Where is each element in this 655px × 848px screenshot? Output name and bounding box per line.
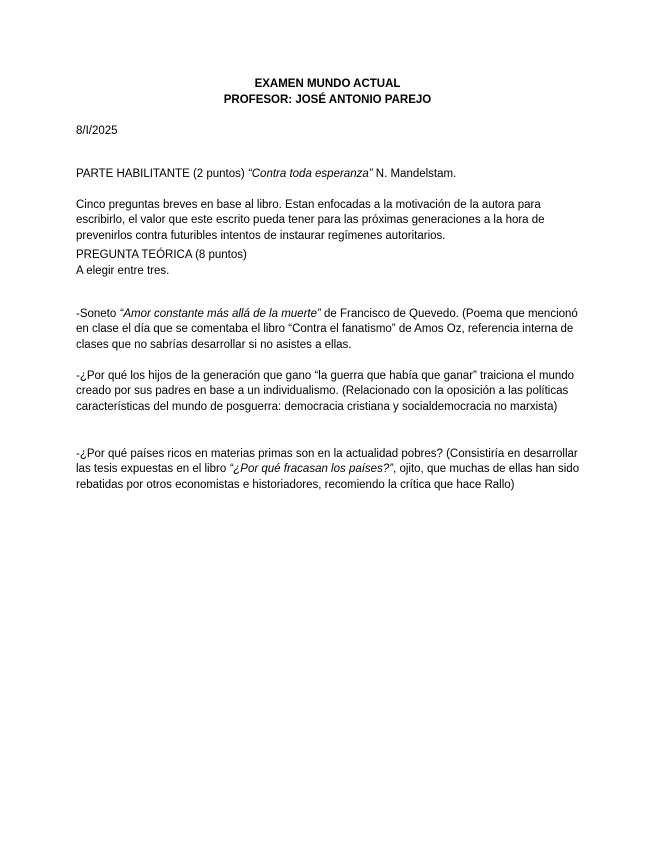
question-2: -¿Por qué los hijos de la generación que gano “la guerra que había que ganar” traiciona el mundo creado por sus padres en base a un individualismo. (Relacionado con la oposición a las políticas características del mundo de posguerra: democracia cristiana y socialdemocracia no marxista) (76, 369, 575, 413)
book-title: “Contra toda esperanza” (247, 167, 373, 180)
part-prefix: PARTE HABILITANTE (2 puntos) (76, 167, 248, 180)
exam-title: EXAMEN MUNDO ACTUAL (254, 78, 401, 90)
question-3-rest: , ojito, que muchas de ellas han sido rebatidas por otros economistas e historiadores, recomiendo la crítica que hace Rallo) (76, 463, 580, 491)
part-habilitante (76, 167, 581, 183)
exam-header (0, 76, 655, 108)
professor-name: PROFESOR: JOSÉ ANTONIO PAREJO (223, 94, 432, 106)
theory-instruction: A elegir entre tres. (76, 264, 170, 277)
question-1-sonnet-title: “Amor constante más allá de la muerte” (119, 307, 321, 320)
question-1 (76, 307, 581, 354)
question-1-rest: de Francisco de Quevedo. (Poema que mencionó en clase el día que se comentaba el libro “Contra el fanatismo” de Amos Oz, referencia interna de clases que no sabrías desarrollar si no asistes a ellas. (76, 307, 578, 351)
theory-section (76, 248, 581, 279)
book-author: N. Mandelstam. (372, 167, 457, 180)
intro-paragraph: Cinco preguntas breves en base al libro. Estan enfocadas a la motivación de la autora para escribirlo, el valor que este escrito pueda tener para las próximas generaciones a la hora de prevenirlos contra futuribles intentos de instaurar regímenes autoritarios. (76, 198, 545, 242)
question-3-book-title: “¿Por qué fracasan los países?” (229, 463, 394, 476)
exam-date: 8/I/2025 (76, 125, 118, 137)
question-1-prefix: -Soneto (76, 307, 120, 320)
theory-title: PREGUNTA TEÓRICA (8 puntos) (76, 249, 247, 261)
question-3-prefix: -¿Por qué países ricos en materias primas son en la actualidad pobres? (Consistiría en desarrollar las tesis expuestas en el libro (76, 447, 578, 476)
question-3 (76, 447, 581, 494)
